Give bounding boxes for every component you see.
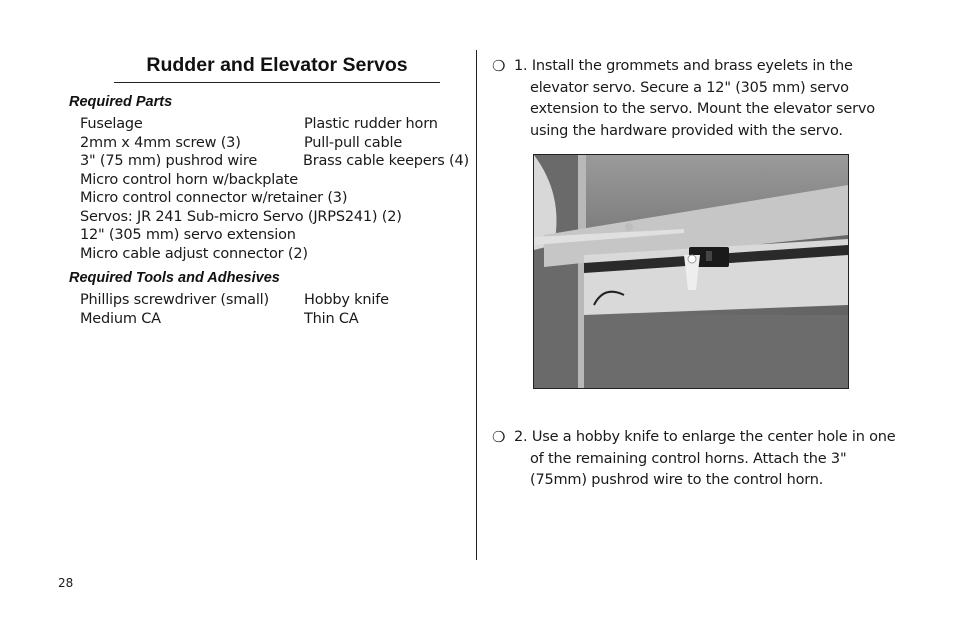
section-title: Rudder and Elevator Servos [114,52,440,83]
required-parts-list [80,115,469,263]
page-number: 28 [58,576,74,590]
part-item: Brass cable keepers (4) [302,153,469,169]
part-item: Micro control horn w/backplate [80,171,298,188]
parts-row [80,152,469,171]
servo-photo-image [534,155,848,388]
required-parts-heading: Required Parts [69,94,173,110]
step-1-text: 1. Install the grommets and brass eyelets in the elevator servo. Secure a 12" (305 mm) servo extension to the servo. Mount the elevator servo using the hardware provided with the servo. [514,58,875,139]
part-item: Plastic rudder horn [304,116,438,132]
tool-item: Phillips screwdriver (small) [80,292,269,308]
parts-row [80,115,469,134]
part-item: Fuselage [80,116,143,132]
servo-installation-photo [533,154,849,389]
parts-row [80,208,469,227]
tools-row [80,291,469,310]
parts-row [80,134,469,153]
part-item: 2mm x 4mm screw (3) [80,134,241,151]
left-column [69,52,469,328]
checkbox-circle-icon: ❍ [492,57,506,75]
tools-row [80,310,469,329]
tool-item: Medium CA [80,310,161,327]
step-2 [492,427,902,492]
tool-item: Thin CA [304,310,359,327]
step-2-text: 2. Use a hobby knife to enlarge the center hole in one of the remaining control horns. Attach the 3" (75mm) pushrod wire to the control horn. [514,429,896,488]
part-item: 3" (75 mm) pushrod wire [80,153,258,169]
step-1 [492,56,902,142]
required-tools-heading: Required Tools and Adhesives [69,270,280,286]
required-tools-list [80,291,469,328]
part-item: Micro control connector w/retainer (3) [80,190,348,206]
tool-item: Hobby knife [304,292,389,308]
part-item: Pull-pull cable [304,134,403,151]
part-item: Micro cable adjust connector (2) [80,245,308,262]
parts-row [80,171,469,190]
parts-row [80,189,469,208]
checkbox-circle-icon: ❍ [492,428,506,446]
parts-row [80,245,469,264]
column-divider [476,50,477,560]
part-item: Servos: JR 241 Sub-micro Servo (JRPS241) (2) [80,208,402,225]
part-item: 12" (305 mm) servo extension [80,227,296,243]
parts-row [80,226,469,245]
